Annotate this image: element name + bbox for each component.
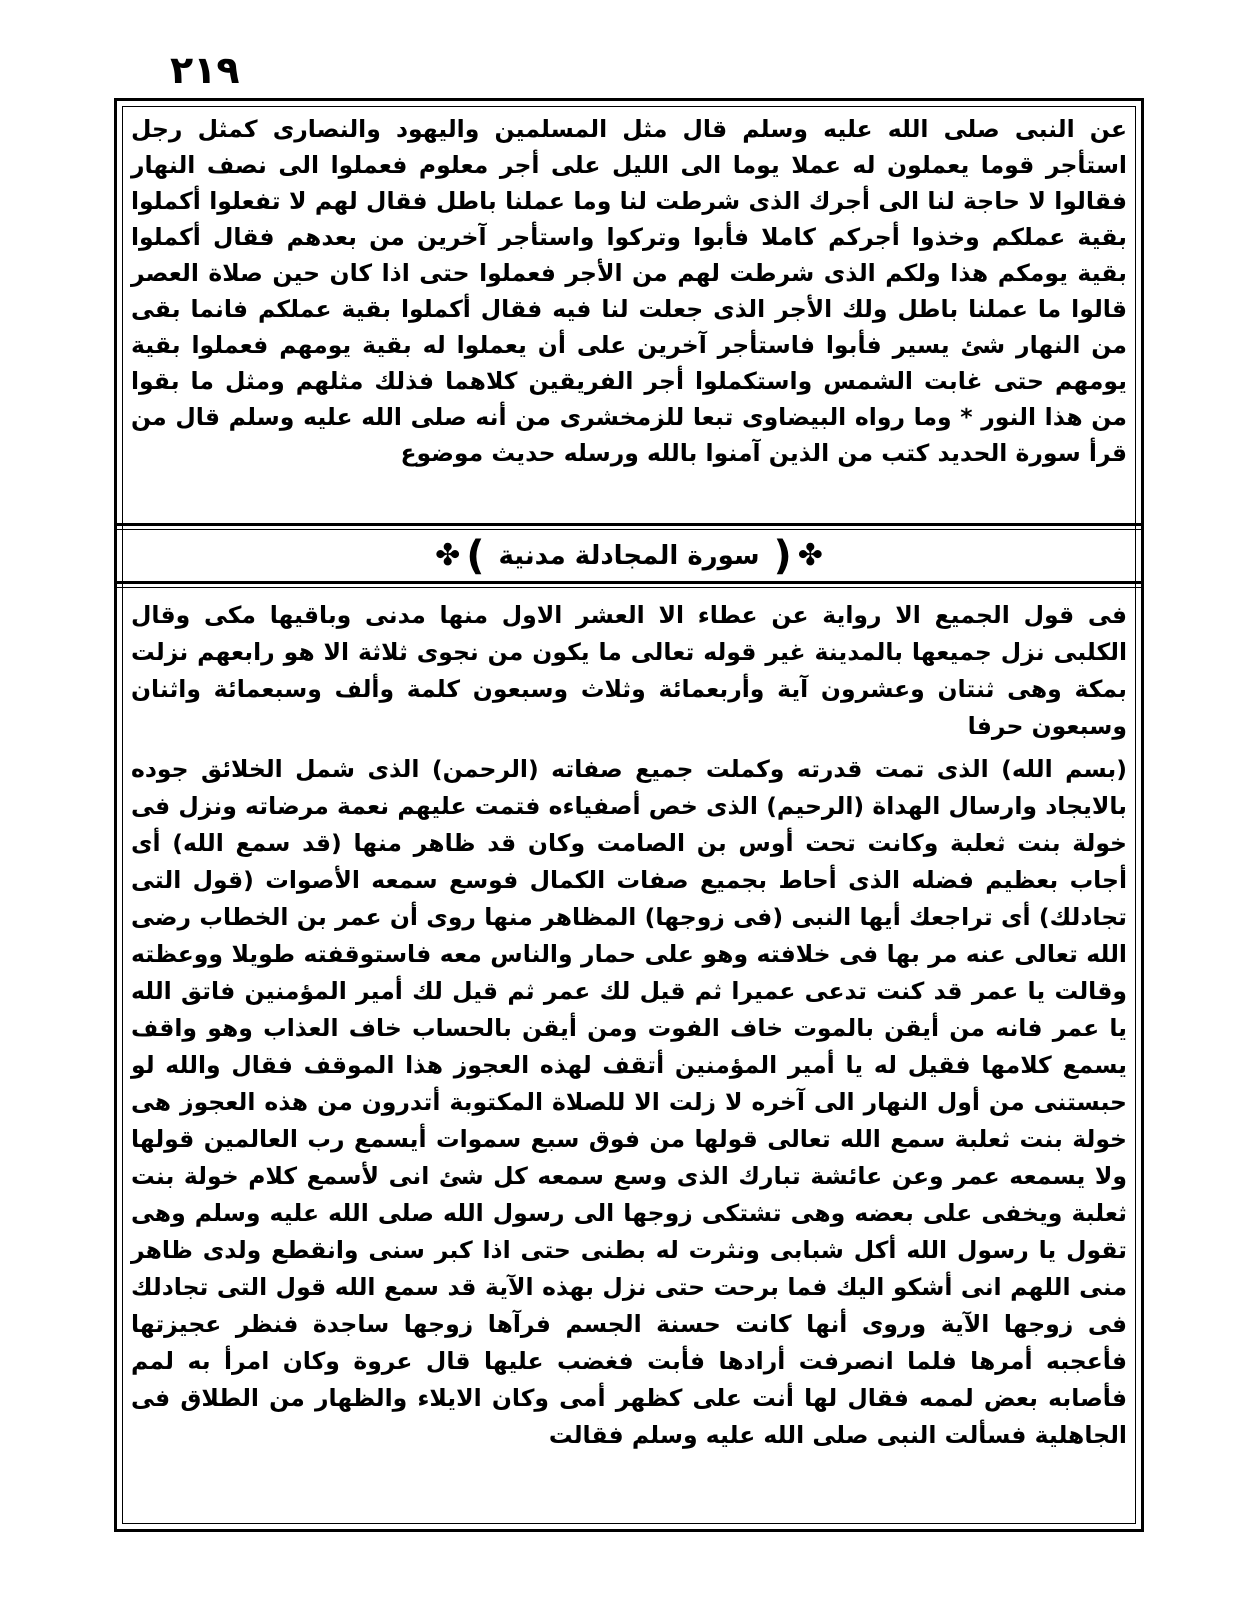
separator-bottom-inner <box>117 587 1141 588</box>
previous-surah-text: عن النبى صلى الله عليه وسلم قال مثل المسلمين واليهود والنصارى كمثل رجل استأجر قوما يعملون له عملا يوما الى الليل على أجر معلوم فعملوا الى نصف النهار فقالوا لا حاجة لنا الى أجرك الذى شرطت لنا وما عملنا باطل فقال لهم لا تفعلوا أكملوا بقية عملكم وخذوا أجركم كاملا فأبوا وتركوا واستأجر آخرين من بعدهم فقال أكملوا بقية يومكم هذا ولكم الذى شرطت لهم من الأجر فعملوا حتى اذا كان حين صلاة العصر قالوا ما عملنا باطل ولك الأجر الذى جعلت لنا فيه فقال أكملوا بقية عملكم فانما بقى من النهار شئ يسير فأبوا فاستأجر آخرين على أن يعملوا له بقية يومهم فعملوا بقية يومهم حتى غابت الشمس واستكملوا أجر الفريقين كلاهما فذلك مثلهم ومثل ما بقوا من هذا النور * وما رواه البيضاوى تبعا للزمخشرى من أنه صلى الله عليه وسلم قال من قرأ سورة الحديد كتب من الذين آمنوا بالله ورسله حديث موضوع <box>131 115 1127 467</box>
page-frame <box>114 98 1144 1532</box>
surah-body <box>131 597 1127 1525</box>
surah-heading <box>117 533 1141 579</box>
bracket-open: ( <box>773 533 792 579</box>
surah-title: سورة المجادلة مدنية <box>498 541 760 571</box>
ornament-left-icon: ✤ <box>435 538 461 573</box>
bracket-close: ) <box>466 533 485 579</box>
separator-top-inner <box>117 529 1141 530</box>
separator-bottom <box>117 581 1141 584</box>
page-number: ٢١٩ <box>170 48 240 92</box>
ornament-right-icon: ✤ <box>797 538 823 573</box>
separator-top <box>117 523 1141 526</box>
surah-commentary: (بسم الله) الذى تمت قدرته وكملت جميع صفاته (الرحمن) الذى شمل الخلائق جوده بالايجاد وارسال الهداة (الرحيم) الذى خص أصفياءه فتمت عليهم نعمة مرضاته ونزل فى خولة بنت ثعلبة وكانت تحت أوس بن الصامت وكان قد ظاهر منها (قد سمع الله) أى أجاب بعظيم فضله الذى أحاط بجميع صفات الكمال فوسع سمعه الأصوات (قول التى تجادلك) أى تراجعك أيها النبى (فى زوجها) المظاهر منها روى أن عمر بن الخطاب رضى الله تعالى عنه مر بها فى خلافته وهو على حمار والناس معه فاستوقفته طويلا ووعظته وقالت يا عمر قد كنت تدعى عميرا ثم قيل لك عمر ثم قيل لك أمير المؤمنين فاتق الله يا عمر فانه من أيقن بالموت خاف الفوت ومن أيقن بالحساب خاف العذاب وهو واقف يسمع كلامها فقيل له يا أمير المؤمنين أتقف لهذه العجوز هذا الموقف فقال والله لو حبستنى من أول النهار الى آخره لا زلت الا للصلاة المكتوبة أتدرون من هذه العجوز هى خولة بنت ثعلبة سمع الله تعالى قولها من فوق سبع سموات أيسمع رب العالمين قولها ولا يسمعه عمر وعن عائشة تبارك الذى وسع سمعه كل شئ انى لأسمع كلام خولة بنت ثعلبة ويخفى على بعضه وهى تشتكى زوجها الى رسول الله صلى الله عليه وسلم وهى تقول يا رسول الله أكل شبابى ونثرت له بطنى حتى اذا كبر سنى وانقطع ولدى ظاهر منى اللهم انى أشكو اليك فما برحت حتى نزل بهذه الآية قد سمع الله قول التى تجادلك فى زوجها الآية وروى أنها كانت حسنة الجسم فرآها زوجها ساجدة فنظر عجيزتها فأعجبه أمرها فلما انصرفت أرادها فأبت فغضب عليها قال عروة وكان امرأ به لمم فأصابه بعض لممه فقال لها أنت على كظهر أمى وكان الايلاء والظهار من الطلاق فى الجاهلية فسألت النبى صلى الله عليه وسلم فقالت <box>131 755 1127 1449</box>
previous-surah-ending <box>131 111 1127 511</box>
surah-intro: فى قول الجميع الا رواية عن عطاء الا العشر الاول منها مدنى وباقيها مكى وقال الكلبى نزل جميعها بالمدينة غير قوله تعالى ما يكون من نجوى ثلاثة الا هو رابعهم نزلت بمكة وهى ثنتان وعشرون آية وأربعمائة وثلاث وسبعون كلمة وألف وسبعمائة واثنان وسبعون حرفا <box>131 601 1127 740</box>
